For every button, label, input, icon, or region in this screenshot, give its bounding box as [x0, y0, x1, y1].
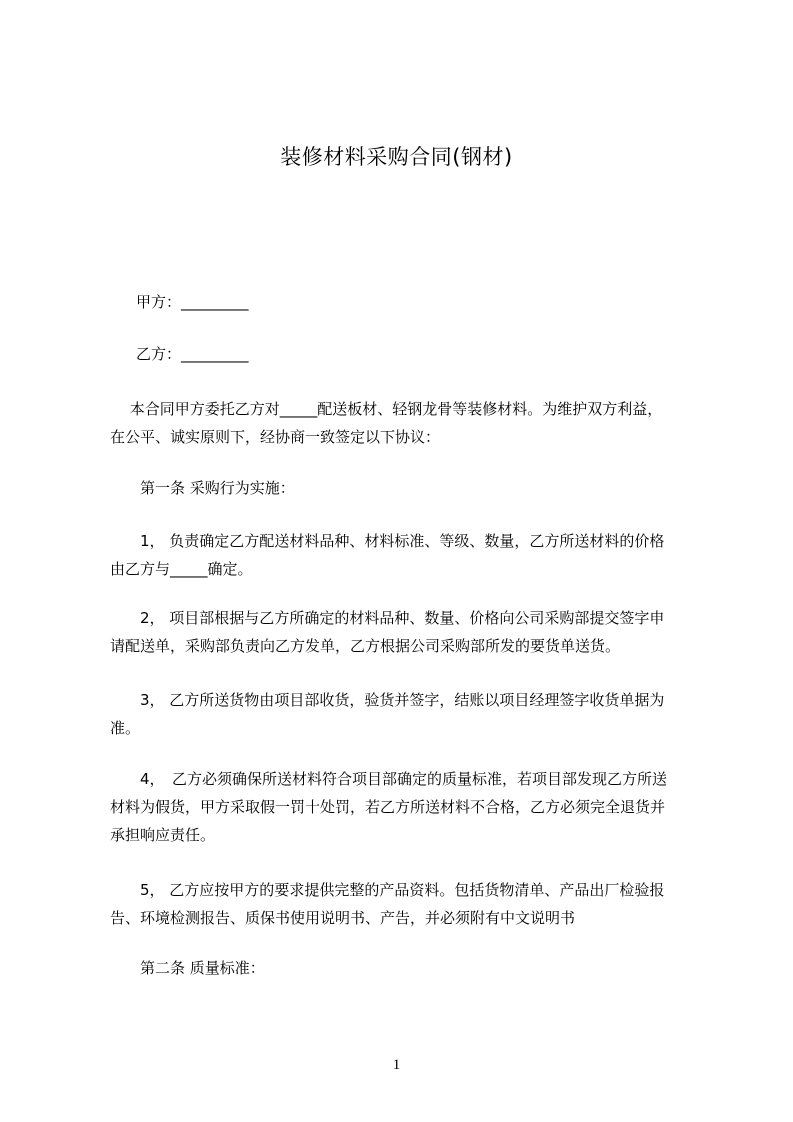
item-line: 告、环境检测报告、质保书使用说明书、产告，并必须附有中文说明书: [110, 909, 576, 927]
item-line: 4， 乙方必须确保所送材料符合项目部确定的质量标准，若项目部发现乙方所送: [110, 770, 668, 788]
intro-line: 本合同甲方委托乙方对_____配送板材、轻钢龙骨等装修材料。为维护双方利益，: [110, 400, 663, 418]
party-b-line: 乙方：_________: [136, 345, 249, 363]
item-line: 请配送单，采购部负责向乙方发单，乙方根据公司采购部所发的要货单送货。: [110, 637, 621, 655]
item-line: 承担响应责任。: [110, 826, 216, 844]
intro-line: 在公平、诚实原则下，经协商一致签定以下协议：: [110, 428, 441, 446]
article-1-item-3: [110, 686, 710, 742]
item-line: 2， 项目部根据与乙方所确定的材料品种、数量、价格向公司采购部提交签字申: [110, 609, 665, 627]
page-number: 1: [392, 1057, 401, 1073]
item-line: 准。: [110, 719, 141, 737]
article-1-item-2: [110, 604, 710, 660]
item-line: 1， 负责确定乙方配送材料品种、材料标准、等级、数量，乙方所送材料的价格: [110, 532, 665, 550]
item-line: 由乙方与_____确定。: [110, 560, 253, 578]
article-2-heading: 第二条 质量标准：: [110, 959, 265, 977]
document-title: 装修材料采购合同(钢材): [280, 145, 513, 169]
article-1-item-4: [110, 765, 710, 849]
article-1-heading: 第一条 采购行为实施：: [110, 479, 295, 497]
item-line: 3， 乙方所送货物由项目部收货，验货并签字，结账以项目经理签字收货单据为: [110, 691, 665, 709]
item-line: 5， 乙方应按甲方的要求提供完整的产品资料。包括货物清单、产品出厂检验报: [110, 881, 665, 899]
article-1-item-1: [110, 527, 710, 583]
article-1-item-5: [110, 876, 710, 932]
item-line: 材料为假货，甲方采取假一罚十处罚，若乙方所送材料不合格，乙方必须完全退货并: [110, 798, 666, 816]
intro-paragraph: [110, 395, 710, 451]
party-a-line: 甲方：_________: [136, 293, 249, 311]
